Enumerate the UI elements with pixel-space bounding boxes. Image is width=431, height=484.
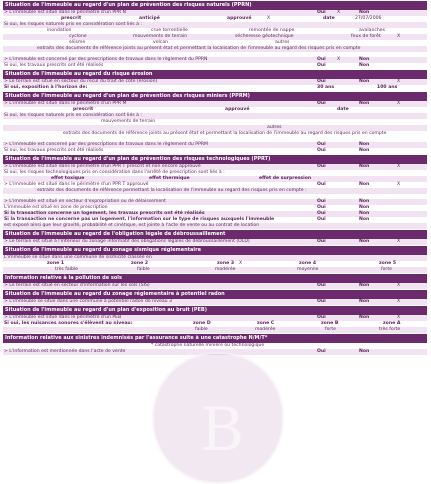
section-pollution-header: Information relative à la pollution de sols: [3, 274, 427, 283]
section-pprn-header: Situation de l'immeuble au regard d'un plan de prévention des risques naturels (PPRN): [3, 1, 427, 10]
watermark-seal: [152, 352, 284, 484]
pprn-prescriptions-check[interactable]: X: [337, 57, 341, 62]
pprn-perimeter-row: > L'immeuble est situé dans le périmètre d'un PPR N Oui X Non: [3, 10, 427, 16]
section-pprt-header: Situation de l'immeuble au regard d'un plan de prévention des risques technologiques (PPRT): [3, 155, 427, 164]
pprt-approuve-non-check[interactable]: X: [397, 182, 401, 187]
risk-statement-form: Situation de l'immeuble au regard d'un plan de prévention des risques naturels (PPRN) > L'immeuble est situé dans le périmètre d'un PPR N Oui X Non prescrit anticipé approuvé X date 27/07/2006 Si oui, les risques naturels pris en considération sont liés à : inondation crue torrentielle remontée de nappe avalanches cyclone mouvements de terrain sécheresse géotechnique feux de forêt X séisme volcan autres extraits des documents de référence joints au présent état et permettant la localisation de l'immeuble au regard des risques pris en compte > L'immeuble est concerné par des prescriptions de travaux dans le règlement du PPRN Oui X Non Si oui, les travaux prescrits ont été réalisés Oui Non Situation de l'immeuble au regard du risque érosion > Le terrain est situé en secteur du recul du trait de côte (érosion) Oui Non X Si oui, exposition à l'horizon de: 30 ans 100 ans Situation de l'immeuble au regard d'un plan de prévention des risques miniers (PPRM) > L'immeuble est situé dans le périmètre d'un PPR M Oui Non X prescrit approuvé date Si oui, les risques naturels pris en considération sont liés à : mouvements de terrain autres extraits des documents de référence joints au présent état et permettant la localisation de l'immeuble au regard des risques pris en compte > L'immeuble est concerné par des prescriptions de travaux dans le règlement du PPRM Oui Non Si oui, les travaux prescrits ont été réalisés Oui Non Situation de l'immeuble au regard d'un plan de prévention des risques technologiques (PPRT) > L'immeuble est situé dans le périmètre d'un PPR T prescrit et non encore approuvé Oui Non X Si oui, les risques technologiques pris en considération dans l'arrêté de prescription sont liés à : effet toxique effet thermique effet de surpression > L'immeuble est situé dans le périmètre d'un PPR T approuvé Oui Non X extraits des documents de référence permettant la localisation de l'immeuble au regard des risques pris en compte : > L'immeuble est situé en secteur d'expropriation ou de délaissement Oui Non L'immeuble est situé en zone de prescription Oui Non Si la transaction concerne un logement, les travaux prescrits ont été réalisés Oui Non Si la transaction ne concerne pas un logement, l'information sur le type de risques auxquels l'immeuble Oui Non est exposé ainsi que leur gravité, probabilité et cinétique, est jointe à l'acte de vente ou au contrat de location Situation de l'immeuble au regard de l'obligation légale de débroussaillement > Le terrain est situé à l'intérieur du zonage informatif des obligations légales de débroussaillement (OLD) Oui Non X Situation de l'immeuble au regard du zonage sismique réglementaire L'immeuble se situe dans une commune de sismicité classée en zone 1 zone 2 zone 3 X zone 4 zone 5 très faible faible modérée moyenne forte Information relative à la pollution de sols > Le terrain est situé en secteur d'information sur les sols (SIS) Oui Non X Situation de l'immeuble au regard du zonage réglementaire à potentiel radon > L'immeuble se situe dans une commune à potentiel radon de niveau 3 Oui Non X Situation de l'immeuble au regard d'un plan d'exposition au bruit (PEB) > L'immeuble est situé dans le périmètre d'un PEB Oui Non X Si oui, les nuisances sonores s'élèvent au niveau: zone D zone C zone B zone A faible modérée forte très forte Information relative aux sinistres indemnisés par l'assurance suite à une catastrophe N/M/T* * catastrophe naturelle minière ou technologique > L'information est mentionnée dans l'acte de vente Oui Non: [3, 0, 427, 355]
section-old-header: Situation de l'immeuble au regard de l'obligation légale de débroussaillement: [3, 230, 427, 239]
old-non-check[interactable]: X: [397, 239, 401, 244]
section-claims-header: Information relative aux sinistres indemnisés par l'assurance suite à une catastrophe N/M/T*: [3, 334, 427, 343]
zone3-check[interactable]: X: [239, 261, 243, 266]
pprn-oui-check[interactable]: X: [337, 10, 341, 15]
peb-non-check[interactable]: X: [397, 315, 401, 320]
feux-foret-check[interactable]: X: [397, 34, 401, 39]
section-pprm-header: Situation de l'immeuble au regard d'un plan de prévention des risques miniers (PPRM): [3, 92, 427, 101]
sis-non-check[interactable]: X: [397, 283, 401, 288]
section-peb-header: Situation de l'immeuble au regard d'un plan d'exposition au bruit (PEB): [3, 306, 427, 315]
pprt-prescrit-non-check[interactable]: X: [397, 164, 401, 169]
section-radon-header: Situation de l'immeuble au regard du zonage réglementaire à potentiel radon: [3, 290, 427, 299]
pprm-non-check[interactable]: X: [397, 101, 401, 106]
pprn-status-row: prescrit anticipé approuvé X date 27/07/2006: [3, 16, 427, 22]
watermark-letter: B: [200, 395, 245, 465]
erosion-non-check[interactable]: X: [397, 79, 401, 84]
radon-non-check[interactable]: X: [397, 299, 401, 304]
section-erosion-header: Situation de l'immeuble au regard du risque érosion: [3, 70, 427, 79]
section-seismic-header: Situation de l'immeuble au regard du zonage sismique réglementaire: [3, 246, 427, 255]
pprn-approuve-check[interactable]: X: [267, 16, 271, 21]
